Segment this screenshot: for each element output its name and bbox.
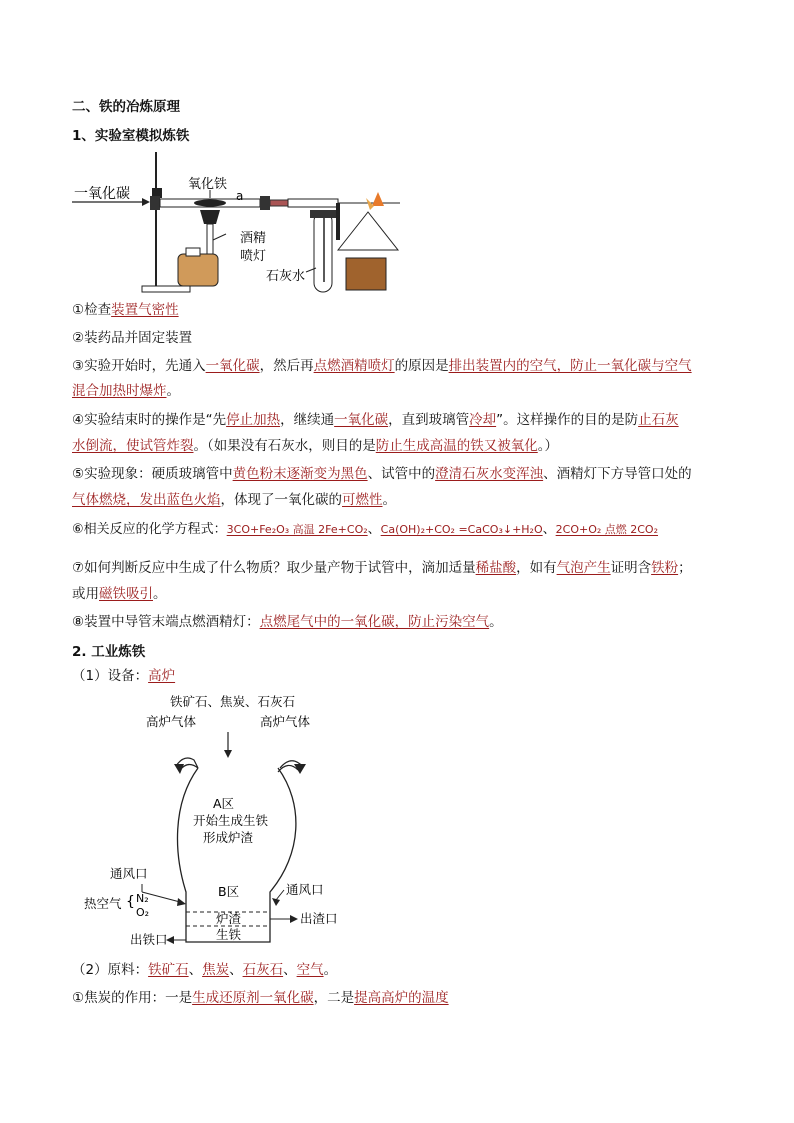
- lab-s7-a2: 气泡产生: [556, 560, 611, 576]
- lab-s7-end: ；: [678, 560, 692, 576]
- vent-left-label: 通风口: [110, 866, 148, 881]
- iron-outlet-label: 出铁口: [130, 932, 168, 947]
- industry-coke-a2: 提高高炉的温度: [354, 990, 449, 1006]
- industry-raw-a1: 铁矿石: [148, 962, 189, 978]
- lab-s4-a4: 止石灰: [638, 412, 679, 428]
- lab-s8-end: 。: [489, 614, 503, 630]
- lamp-label-1: 酒精: [240, 231, 267, 246]
- lab-s4-mid1: ，继续通: [280, 412, 335, 428]
- right-stopper: [260, 196, 270, 210]
- slag-label: 炉渣: [216, 911, 242, 926]
- lamp-body: [178, 254, 218, 286]
- zone-a-line-2: 形成炉渣: [203, 830, 254, 845]
- lab-s3-a3: 排出装置内的空气，防止一氧化碳与空气: [448, 358, 692, 374]
- lab-s4-a5: 防止生成高温的铁又被氧化: [375, 438, 538, 454]
- o2-label: O₂: [136, 906, 150, 919]
- industry-raw-sep3: 、: [283, 962, 297, 978]
- lab-s3-a2: 点燃酒精喷灯: [313, 358, 395, 374]
- industry-raw-pre: （2）原料：: [72, 962, 149, 978]
- left-stopper: [150, 196, 160, 210]
- tail-flame: [372, 192, 384, 206]
- gas-left-label: 高炉气体: [146, 714, 197, 729]
- industry-raw-sep2: 、: [229, 962, 243, 978]
- point-a-label: a: [236, 189, 244, 203]
- lamp-flame: [200, 210, 220, 224]
- top-feed-label: 铁矿石、焦炭、石灰石: [170, 694, 296, 709]
- step-1: [72, 300, 732, 320]
- lab-s8-pre: ⑧装置中导管末端点燃酒精灯：: [72, 614, 260, 630]
- lab-s8-a1: 点燃尾气中的一氧化碳，防止污染空气: [259, 614, 490, 630]
- lab-s5-end: 。: [382, 492, 396, 508]
- lab-s6-sep2: 、: [542, 522, 556, 537]
- slag-outlet-label: 出渣口: [300, 911, 338, 926]
- lab-s4-a3: 冷却: [469, 412, 497, 428]
- vent-right-label: 通风口: [286, 882, 324, 897]
- section-title: 二、铁的冶炼原理: [72, 99, 180, 115]
- hot-air-label: 热空气: [84, 896, 122, 911]
- lab-s7-pre2: 或用: [72, 586, 99, 602]
- test-tube: [314, 212, 332, 292]
- step-2: [72, 328, 732, 348]
- svg-text:{: {: [126, 894, 135, 910]
- gas-right-label: 高炉气体: [260, 714, 311, 729]
- lab-s2-text: ②装药品并固定装置: [72, 330, 193, 346]
- step-4: [72, 410, 732, 430]
- pig-iron-label: 生铁: [216, 927, 242, 942]
- lab-s5-a2: 澄清石灰水变浑浊: [435, 466, 544, 482]
- lab-s7-a4: 磁铁吸引: [99, 586, 153, 602]
- fe2o3-label: 氧化铁: [188, 177, 228, 192]
- industry-title: 2. 工业炼铁: [72, 644, 146, 660]
- equation-limewater: Ca(OH)₂+CO₂ =CaCO₃↓+H₂O: [380, 523, 543, 536]
- step-4-cont: [72, 436, 732, 456]
- alcohol-lamp-top: [338, 212, 398, 250]
- lab-s5-mid3: ，体现了一氧化碳的: [220, 492, 342, 508]
- equipment-line: [72, 666, 732, 686]
- rubber-tube: [270, 200, 288, 206]
- lab-s5-a3: 气体燃烧，发出蓝色火焰: [72, 492, 221, 508]
- lab-s4-pre: ④实验结束时的操作是“先: [72, 412, 227, 428]
- lab-s4-mid2: ，直到玻璃管: [388, 412, 470, 428]
- answer-airtightness: 装置气密性: [111, 302, 179, 318]
- lab-s4-a2: 一氧化碳: [334, 412, 389, 428]
- industry-coke-a1: 生成还原剂一氧化碳: [192, 990, 314, 1006]
- co-label: 一氧化碳: [74, 186, 130, 202]
- lab-s7-pre: ⑦如何判断反应中生成了什么物质？取少量产物于试管中，滴加适量: [72, 560, 476, 576]
- step-3-cont: [72, 381, 732, 401]
- iron-oxide-sample: [194, 200, 226, 207]
- lab-s7-mid2: 证明含: [610, 560, 652, 576]
- lab-s3-pre: ③实验开始时，先通入: [72, 358, 206, 374]
- lab-s4-end: 。）: [537, 438, 558, 454]
- equation-combustion: 2CO+O₂ 点燃 2CO₂: [555, 523, 659, 536]
- lab-apparatus-figure: [70, 150, 400, 298]
- lab-s3-mid2: 的原因是: [394, 358, 449, 374]
- lab-s5-mid2: 、酒精灯下方导管口处的: [543, 466, 692, 482]
- blast-furnace-figure: [80, 694, 370, 950]
- lab-s5-a4: 可燃性: [342, 492, 383, 508]
- lab-s6-sep1: 、: [367, 522, 381, 537]
- lab-s1-pre: ①检查: [72, 302, 112, 318]
- step-3: [72, 356, 732, 376]
- lab-s5-a1: 黄色粉末逐渐变为黑色: [232, 466, 368, 482]
- zone-b-label: B区: [218, 884, 240, 899]
- lab-s5-pre: ⑤实验现象：硬质玻璃管中: [72, 466, 233, 482]
- lab-s3-end: 。: [166, 383, 180, 399]
- alcohol-lamp-body: [346, 258, 386, 290]
- lab-s4-mid3: ”。这样操作的目的是防: [496, 412, 639, 428]
- zone-a-line-1: 开始生成生铁: [193, 813, 269, 828]
- industry-raw-a3: 石灰石: [242, 962, 284, 978]
- industry-coke-pre: ①焦炭的作用：一是: [72, 990, 193, 1006]
- lab-s3-a3b: 混合加热时爆炸: [72, 383, 167, 399]
- industry-raw-a2: 焦炭: [202, 962, 230, 978]
- industry-equip-a1: 高炉: [148, 668, 176, 684]
- step-8: [72, 612, 732, 632]
- lab-s4-a4b: 水倒流，使试管炸裂: [72, 438, 194, 454]
- industry-raw-sep1: 、: [188, 962, 203, 978]
- industry-coke-mid1: ，二是: [313, 990, 355, 1006]
- step-5: [72, 464, 732, 484]
- coke-role-line: [72, 988, 732, 1008]
- lab-s7-end2: 。: [153, 586, 167, 602]
- lab-title: 1、实验室模拟炼铁: [72, 128, 190, 144]
- stand-base: [142, 286, 190, 292]
- raw-materials-line: [72, 960, 732, 980]
- industry-raw-a4: 空气: [296, 962, 324, 978]
- equation-reduction: 3CO+Fe₂O₃ 高温 2Fe+CO₂: [226, 523, 368, 536]
- lab-s4-mid4: 。（如果没有石灰水，则目的是: [193, 438, 376, 454]
- industry-raw-end: 。: [323, 962, 338, 978]
- zone-a-label: A区: [213, 796, 235, 811]
- lab-s7-mid1: ，如有: [516, 560, 557, 576]
- furnace-left-wall: [177, 768, 198, 904]
- limewater-label: 石灰水: [266, 269, 306, 284]
- lab-s7-a1: 稀盐酸: [475, 560, 517, 576]
- lab-s5-mid1: 、试管中的: [367, 466, 436, 482]
- lab-s7-a3: 铁粉: [651, 560, 679, 576]
- lab-s4-a1: 停止加热: [226, 412, 281, 428]
- lab-s3-a1: 一氧化碳: [205, 358, 260, 374]
- lamp-label-2: 喷灯: [240, 249, 267, 264]
- lab-s6-pre: ⑥相关反应的化学方程式：: [72, 522, 227, 537]
- step-7-cont: [72, 584, 732, 604]
- industry-equip-pre: （1）设备：: [72, 668, 149, 684]
- lab-s3-mid1: ，然后再: [259, 358, 314, 374]
- step-7: [72, 558, 732, 578]
- step-5-cont: [72, 490, 732, 510]
- n2-label: N₂: [136, 892, 149, 905]
- step-6: [72, 519, 732, 540]
